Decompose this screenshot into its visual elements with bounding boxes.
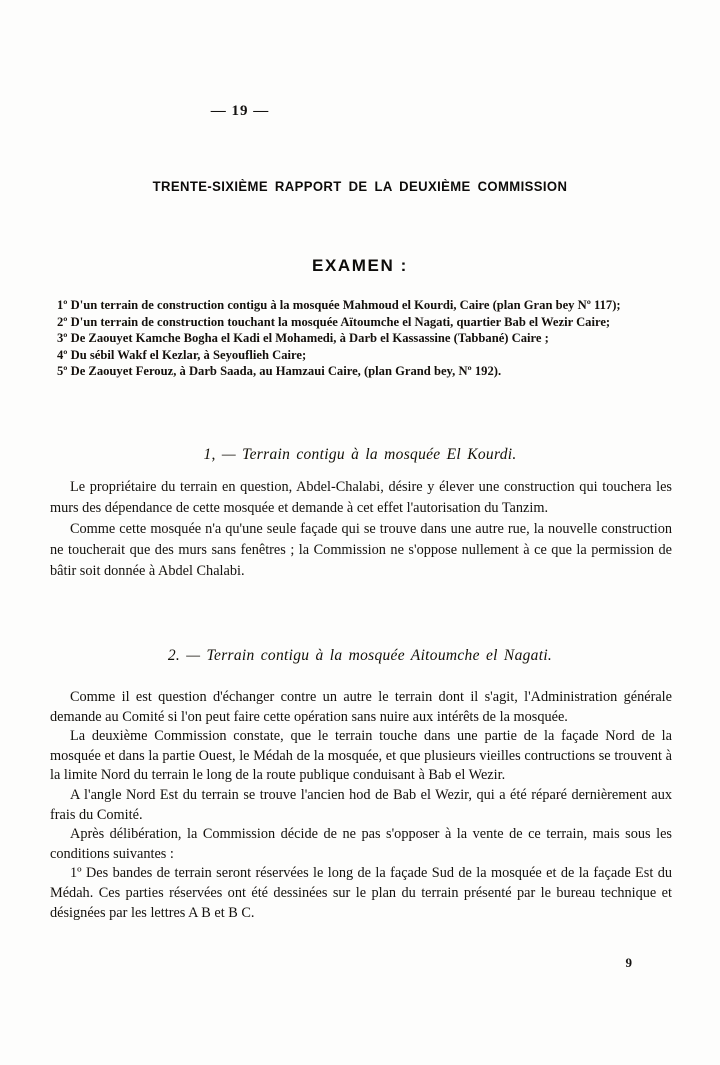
section-2-body xyxy=(50,688,672,923)
section-2-heading: 2. — Terrain contigu à la mosquée Aitoumche el Nagati. xyxy=(167,647,553,664)
paragraph: La deuxième Commission constate, que le terrain touche dans une partie de la façade Nord de la mosquée et dans la partie Ouest, le Médah de la mosquée, et que plusieurs vieilles contructions se trouvent à la limite Nord du terrain le long de la route publique conduisant à Bab el Wezir. xyxy=(50,728,672,784)
page-number: — 19 — xyxy=(210,103,270,119)
examen-item-list xyxy=(57,297,670,380)
examen-item: 3º De Zaouyet Kamche Bogha el Kadi el Mohamedi, à Darb el Kassassine (Tabbané) Caire ; xyxy=(57,331,549,346)
printer-signature-mark: 9 xyxy=(625,955,632,970)
paragraph: A l'angle Nord Est du terrain se trouve l'ancien hod de Bab el Wezir, qui a été réparé dernièrement aux frais du Comité. xyxy=(50,786,672,823)
examen-item: 1º D'un terrain de construction contigu à la mosquée Mahmoud el Kourdi, Caire (plan Gran bey Nº 117); xyxy=(57,298,621,312)
paragraph: Le propriétaire du terrain en question, Abdel-Chalabi, désire y élever une construction qui touchera les murs des dépendance de cette mosquée et demande à cet effet l'autorisation du Tanzim. xyxy=(50,479,672,516)
paragraph: Comme cette mosquée n'a qu'une seule façade qui se trouve dans une autre rue, la nouvelle construction ne toucherait que des murs sans fenêtres ; la Commission ne s'oppose nullement à ce que la permission de bâtir soit donnée à Abdel Chalabi. xyxy=(50,521,672,579)
examen-item: 4º Du sébil Wakf el Kezlar, à Seyouflieh Caire; xyxy=(57,347,307,362)
section-1-body xyxy=(50,477,672,582)
paragraph: Après délibération, la Commission décide de ne pas s'opposer à la vente de ce terrain, mais sous les conditions suivantes : xyxy=(50,826,672,862)
report-title: TRENTE-SIXIÈME RAPPORT DE LA DEUXIÈME COMMISSION xyxy=(152,179,568,194)
examen-heading: EXAMEN : xyxy=(312,256,408,275)
examen-item: 5º De Zaouyet Ferouz, à Darb Saada, au Hamzaui Caire, (plan Grand bey, Nº 192). xyxy=(57,364,502,379)
paragraph: 1º Des bandes de terrain seront réservées le long de la façade Sud de la mosquée et de la façade Est du Médah. Ces parties réservées ont été dessinées sur le plan du terrain présenté par le bureau technique et désignées par les lettres A B et B C. xyxy=(50,865,672,921)
section-1-heading: 1, — Terrain contigu à la mosquée El Kourdi. xyxy=(203,446,517,463)
paragraph: Comme il est question d'échanger contre un autre le terrain dont il s'agit, l'Administration générale demande au Comité si l'on peut faire cette opération sans nuire aux intérêts de la mosquée. xyxy=(50,689,672,725)
examen-item: 2º D'un terrain de construction touchant la mosquée Aïtoumche el Nagati, quartier Bab el Wezir Caire; xyxy=(57,314,611,329)
